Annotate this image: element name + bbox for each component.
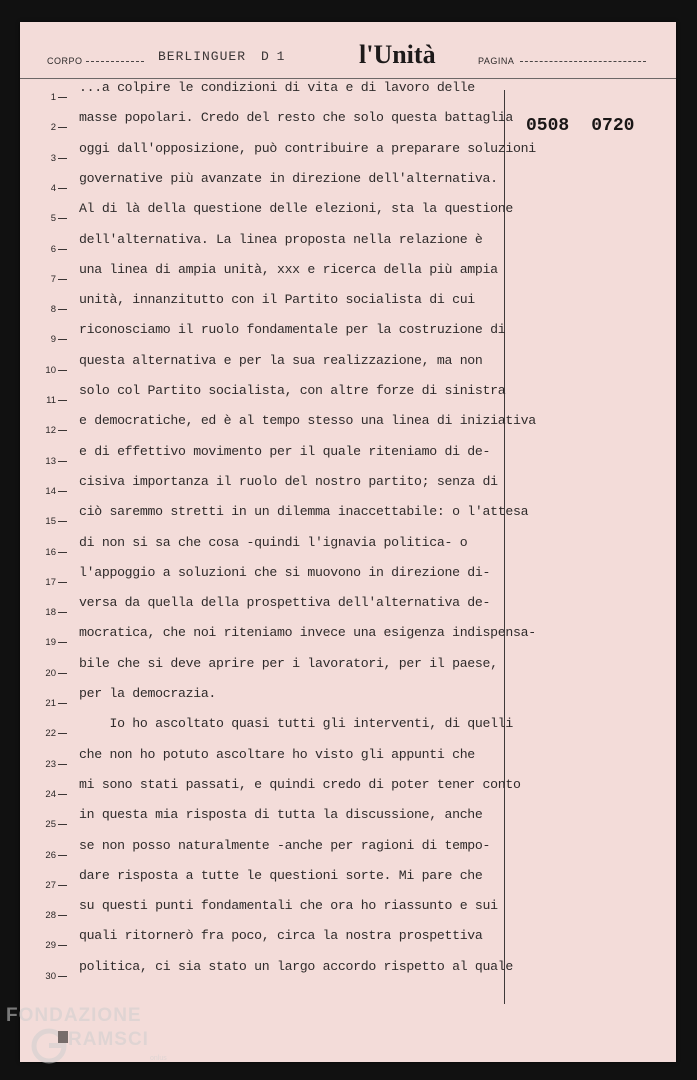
line-text: unità, innanzitutto con il Partito socialista di cui — [79, 292, 475, 308]
line-number-dash — [58, 400, 67, 401]
stamp-number-first: 0508 — [526, 116, 570, 136]
document-code: D 1 — [261, 49, 285, 64]
line-number: 17 — [45, 576, 56, 588]
line-number-dash — [58, 552, 67, 553]
line-number: 15 — [45, 516, 56, 528]
line-number-dash — [58, 976, 67, 977]
line-number: 8 — [50, 304, 56, 316]
watermark-line1: FONDAZIONE — [6, 1005, 142, 1026]
line-number-dash — [58, 673, 67, 674]
line-number-dash — [58, 97, 67, 98]
line-text: l'appoggio a soluzioni che si muovono in direzione di- — [79, 564, 491, 580]
line-number: 10 — [45, 364, 56, 376]
line-text: riconosciamo il ruolo fondamentale per la costruzione di — [79, 322, 506, 338]
line-text: dare risposta a tutte le questioni sorte. Mi pare che — [79, 867, 483, 883]
line-number: 29 — [45, 940, 56, 952]
line-text: bile che si deve aprire per i lavoratori, per il paese, — [79, 655, 498, 671]
line-number-dash — [58, 945, 67, 946]
line-number-dash — [58, 339, 67, 340]
line-number-dash — [58, 612, 67, 613]
line-text: dell'alternativa. La linea proposta nella relazione è — [79, 231, 483, 247]
line-number: 27 — [45, 879, 56, 891]
line-text: versa da quella della prospettiva dell'alternativa de- — [79, 595, 491, 611]
line-number: 26 — [45, 849, 56, 861]
watermark-sub: onlus — [150, 1055, 167, 1062]
line-number-dash — [58, 309, 67, 310]
line-number-dash — [58, 915, 67, 916]
line-text: masse popolari. Credo del resto che solo questa battaglia — [79, 110, 513, 126]
author-name: BERLINGUER — [158, 49, 247, 64]
line-number: 23 — [45, 758, 56, 770]
line-number: 13 — [45, 455, 56, 467]
line-number-dash — [58, 764, 67, 765]
line-number: 20 — [45, 667, 56, 679]
line-number-dash — [58, 188, 67, 189]
line-number: 9 — [50, 334, 56, 346]
line-number-dash — [58, 461, 67, 462]
line-number-dash — [58, 279, 67, 280]
line-text: e di effettivo movimento per il quale riteniamo di de- — [79, 443, 491, 459]
line-number-dash — [58, 127, 67, 128]
line-number: 30 — [45, 970, 56, 982]
line-number-dash — [58, 824, 67, 825]
line-number-dash — [58, 249, 67, 250]
text-line — [20, 958, 676, 1007]
pagina-label: PAGINA — [478, 56, 515, 66]
line-number: 22 — [45, 728, 56, 740]
line-text: Io ho ascoltato quasi tutti gli interventi, di quelli — [79, 716, 513, 732]
line-number: 19 — [45, 637, 56, 649]
line-number-dash — [58, 430, 67, 431]
line-number: 12 — [45, 425, 56, 437]
line-number-dash — [58, 582, 67, 583]
line-text: di non si sa che cosa -quindi l'ignavia politica- o — [79, 534, 468, 550]
line-text: politica, ci sia stato un largo accordo rispetto al quale — [79, 958, 513, 974]
line-text: ciò saremmo stretti in un dilemma inaccettabile: o l'attesa — [79, 504, 529, 520]
line-number: 2 — [50, 122, 56, 134]
line-number: 1 — [50, 92, 56, 103]
line-text: una linea di ampia unità, xxx e ricerca della più ampia — [79, 261, 498, 277]
line-number-dash — [58, 703, 67, 704]
line-number: 25 — [45, 819, 56, 831]
line-number: 21 — [45, 698, 56, 709]
gramsci-g-logo-icon — [30, 1027, 68, 1065]
line-text: solo col Partito socialista, con altre forze di sinistra — [79, 383, 506, 398]
line-text: mocratica, che noi riteniamo invece una esigenza indispensa- — [79, 625, 536, 641]
line-number: 28 — [45, 910, 56, 922]
line-text: che non ho potuto ascoltare ho visto gli appunti che — [79, 746, 475, 762]
line-text: e democratiche, ed è al tempo stesso una linea di iniziativa — [79, 413, 536, 429]
line-text: se non posso naturalmente -anche per ragioni di tempo- — [79, 837, 491, 853]
line-text: mi sono stati passati, e quindi credo di poter tener conto — [79, 776, 521, 792]
line-number-dash — [58, 885, 67, 886]
line-text: quali ritornerò fra poco, circa la nostra prospettiva — [79, 928, 483, 944]
line-number-dash — [58, 642, 67, 643]
line-number: 3 — [50, 152, 56, 164]
line-text: cisiva importanza il ruolo del nostro partito; senza di — [79, 473, 498, 489]
line-number-dash — [58, 855, 67, 856]
watermark-line2: RAMSCI — [68, 1029, 149, 1050]
line-number: 14 — [45, 485, 56, 497]
line-number-dash — [58, 491, 67, 492]
line-number: 6 — [50, 243, 56, 255]
line-text: oggi dall'opposizione, può contribuire a preparare soluzioni — [79, 140, 536, 156]
typewritten-sheet — [20, 22, 676, 1062]
fondazione-gramsci-watermark — [6, 1005, 186, 1075]
pagina-dotted-line — [520, 61, 646, 62]
line-number-dash — [58, 218, 67, 219]
line-text: per la democrazia. — [79, 686, 217, 701]
line-number-dash — [58, 521, 67, 522]
line-number: 11 — [46, 395, 56, 406]
newspaper-logo: l'Unità — [359, 40, 436, 69]
corpo-label: CORPO — [47, 56, 83, 66]
line-text: su questi punti fondamentali che ora ho riassunto e sui — [79, 898, 498, 914]
line-number-dash — [58, 158, 67, 159]
line-number-dash — [58, 794, 67, 795]
line-text: in questa mia risposta di tutta la discussione, anche — [79, 807, 483, 823]
line-text: ...a colpire le condizioni di vita e di lavoro delle — [79, 80, 475, 95]
line-number: 24 — [45, 788, 56, 800]
line-text: Al di là della questione delle elezioni, sta la questione — [79, 201, 513, 217]
stamp-number-second: 0720 — [591, 116, 635, 136]
line-number-dash — [58, 370, 67, 371]
line-number: 7 — [50, 273, 56, 285]
line-text: governative più avanzate in direzione dell'alternativa. — [79, 170, 498, 186]
line-number: 4 — [50, 182, 56, 194]
sheet-header — [20, 22, 676, 79]
line-number: 18 — [45, 607, 56, 619]
corpo-dotted-line — [86, 61, 144, 62]
line-number-dash — [58, 733, 67, 734]
line-number: 16 — [45, 546, 56, 558]
line-number: 5 — [50, 213, 56, 225]
line-text: questa alternativa e per la sua realizzazione, ma non — [79, 352, 483, 368]
